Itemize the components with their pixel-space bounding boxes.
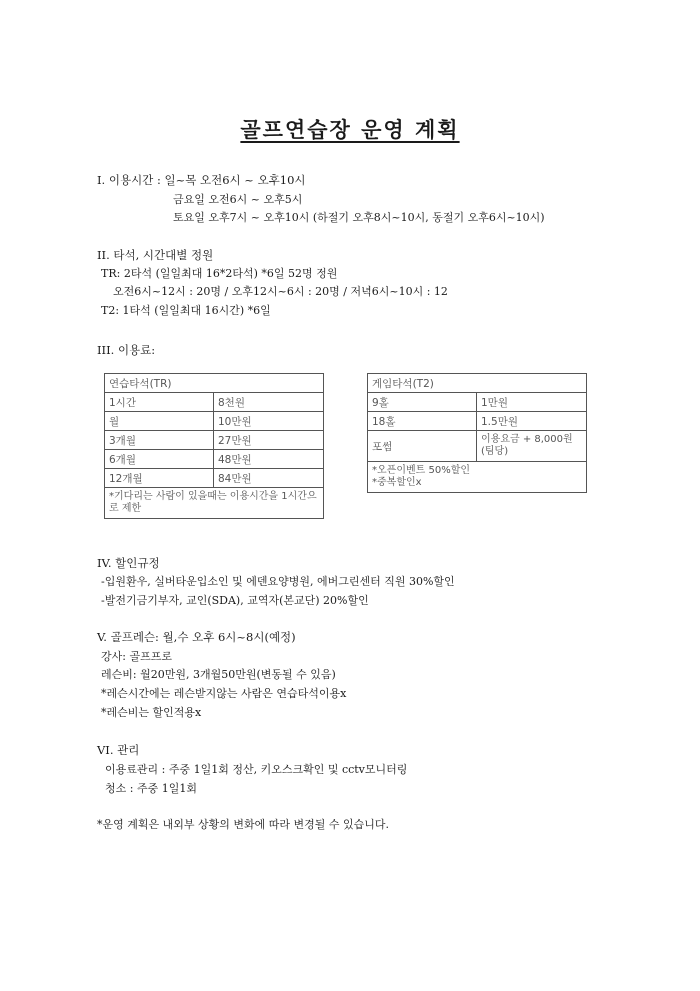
table-cell: 6개월 xyxy=(105,450,214,469)
footer-note: *운영 계획은 내외부 상황의 변화에 따라 변경될 수 있습니다. xyxy=(97,818,389,831)
table-row xyxy=(368,393,587,412)
table-row xyxy=(368,431,587,462)
section-3-heading: III. 이용료: xyxy=(97,343,156,357)
section-1-line-saturday: 토요일 오후7시 ~ 오후10시 (하절기 오후8시~10시, 동절기 오후6시~10시) xyxy=(173,211,545,224)
no-double-discount-note: *중복할인x xyxy=(372,477,422,488)
table-row xyxy=(105,450,324,469)
table-header: 게임타석(T2) xyxy=(368,374,587,393)
table-cell: 9홀 xyxy=(368,393,477,412)
table-row xyxy=(105,469,324,488)
table-note xyxy=(368,462,587,493)
table-cell: 포썸 xyxy=(368,431,477,462)
table-header: 연습타석(TR) xyxy=(105,374,324,393)
section-4-line-30: -입원환우, 실버타운입소인 및 에덴요양병원, 에버그린센터 직원 30%할인 xyxy=(101,575,455,588)
table-cell: 27만원 xyxy=(214,431,324,450)
table-row xyxy=(105,393,324,412)
section-2-heading: II. 타석, 시간대별 정원 xyxy=(97,248,214,262)
table-cell: 1.5만원 xyxy=(477,412,587,431)
section-6-cleaning: 청소 : 주중 1일1회 xyxy=(105,782,197,795)
section-1-line-friday: 금요일 오전6시 ~ 오후5시 xyxy=(173,193,303,206)
table-cell: 1만원 xyxy=(477,393,587,412)
game-bay-fee-table xyxy=(367,373,587,493)
section-4-line-20: -발전기금기부자, 교인(SDA), 교역자(본교단) 20%할인 xyxy=(101,594,369,607)
section-5-rule-1: *레슨시간에는 레슨받지않는 사람은 연습타석이용x xyxy=(101,687,347,700)
table-cell: 1시간 xyxy=(105,393,214,412)
table-row xyxy=(105,431,324,450)
page-title: 골프연습장 운영 계획 xyxy=(240,118,460,142)
table-cell: 48만원 xyxy=(214,450,324,469)
practice-bay-fee-table xyxy=(104,373,324,519)
table-cell: 8천원 xyxy=(214,393,324,412)
table-cell: 3개월 xyxy=(105,431,214,450)
section-5-instructor: 강사: 골프프로 xyxy=(101,650,172,663)
section-6-fee-management: 이용료관리 : 주중 1일1회 정산, 키오스크확인 및 cctv모니터링 xyxy=(105,763,408,776)
section-2-line-times: 오전6시~12시 : 20명 / 오후12시~6시 : 20명 / 저녁6시~10시 : 12 xyxy=(113,285,448,298)
section-1-heading: I. 이용시간 : 일~목 오전6시 ~ 오후10시 xyxy=(97,173,306,187)
section-5-fee: 레슨비: 월20만원, 3개월50만원(변동될 수 있음) xyxy=(101,668,336,681)
table-cell: 12개월 xyxy=(105,469,214,488)
table-cell: 10만원 xyxy=(214,412,324,431)
section-2-line-tr: TR: 2타석 (일일최대 16*2타석) *6일 52명 정원 xyxy=(101,267,338,280)
table-cell: 월 xyxy=(105,412,214,431)
table-cell: 84만원 xyxy=(214,469,324,488)
table-row xyxy=(368,412,587,431)
event-discount-note: *오픈이벤트 50%할인 xyxy=(372,465,471,476)
table-row xyxy=(105,412,324,431)
section-6-heading: VI. 관리 xyxy=(97,743,140,757)
table-note: *기다리는 사람이 있을때는 이용시간을 1시간으로 제한 xyxy=(105,488,324,519)
table-cell: 이용요금 + 8,000원(팀당) xyxy=(477,431,587,462)
section-5-rule-2: *레슨비는 할인적용x xyxy=(101,706,202,719)
section-5-heading: V. 골프레슨: 월,수 오후 6시~8시(예정) xyxy=(97,630,296,644)
table-cell: 18홀 xyxy=(368,412,477,431)
section-4-heading: IV. 할인규정 xyxy=(97,556,160,570)
section-2-line-t2: T2: 1타석 (일일최대 16시간) *6일 xyxy=(101,304,271,317)
